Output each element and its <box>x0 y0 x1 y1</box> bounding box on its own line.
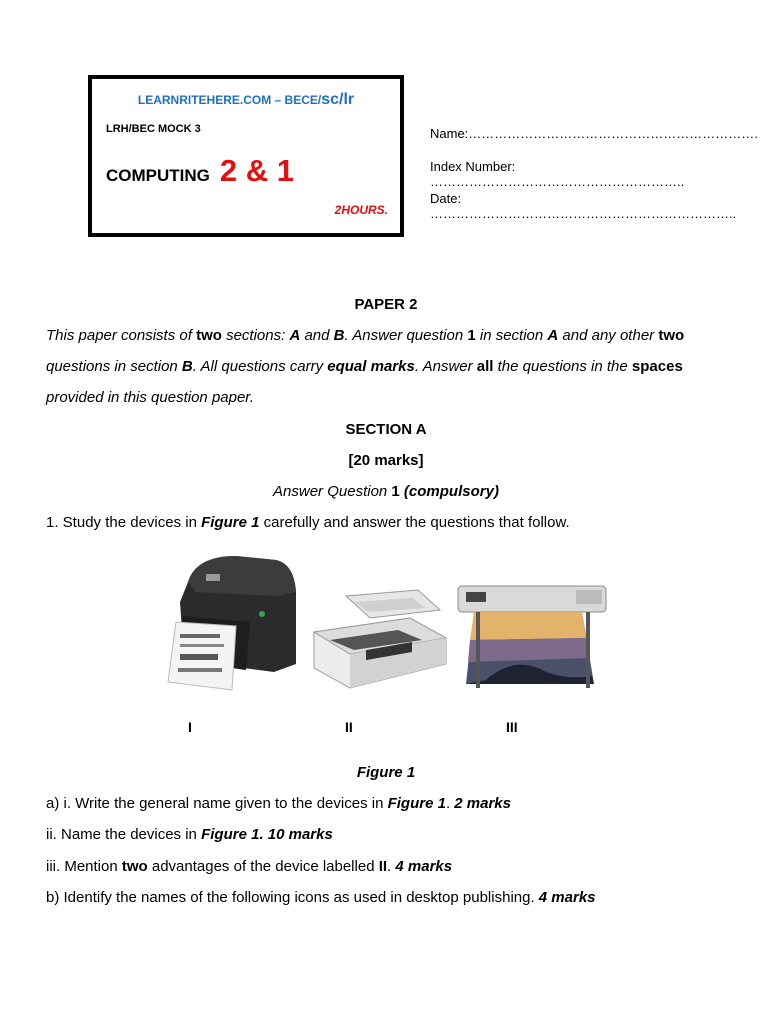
dot-matrix-printer-image <box>310 588 448 699</box>
qb-text: b) Identify the names of the following icons as used in desktop publishing. <box>46 889 539 906</box>
site-prefix: LEARNRITEHERE.COM – BECE/ <box>137 93 322 107</box>
instr-bold: equal marks <box>327 358 415 375</box>
answer-text: Answer Question <box>273 483 392 500</box>
qa-ii-bold: Figure 1 <box>201 826 260 843</box>
instr-text: sections: <box>221 327 290 344</box>
instr-text: in section <box>475 327 548 344</box>
instr-text: questions in section <box>46 358 182 375</box>
answer-bold: (compulsory) <box>399 483 499 500</box>
instr-bold: two <box>196 327 222 344</box>
date-field[interactable]: Date: …………………………………………………………….. <box>430 191 737 221</box>
qa-iii-text: iii. Mention <box>46 858 122 875</box>
figure-label-iii: III <box>506 719 518 735</box>
name-field[interactable]: Name:…………………………………………………………. <box>430 126 758 141</box>
qa-i-text: . <box>445 795 455 812</box>
paper-title: PAPER 2 <box>354 296 418 313</box>
section-marks: [20 marks] <box>348 452 424 469</box>
subject-name: COMPUTING <box>106 166 210 185</box>
q1-bold: Figure 1 <box>201 514 260 531</box>
figure-label-ii: II <box>345 719 353 735</box>
qa-iii-text: . <box>387 858 396 875</box>
question-b <box>46 882 726 913</box>
instr-bold: 1 <box>467 327 476 344</box>
instr-text: This paper consists of <box>46 327 197 344</box>
instr-bold: B <box>333 327 345 344</box>
site-line <box>92 91 400 109</box>
qa-i-bold: Figure 1 <box>387 795 446 812</box>
qa-iii-marks: 4 marks <box>395 858 453 875</box>
instr-text: . Answer <box>414 358 477 375</box>
instructions <box>46 320 726 413</box>
mock-label: LRH/BEC MOCK 3 <box>106 123 201 135</box>
answer-instruction <box>46 476 726 507</box>
section-title: SECTION A <box>345 421 427 438</box>
question-a-iii <box>46 851 726 882</box>
duration: 2HOURS. <box>334 203 388 217</box>
site-suffix: sc/lr <box>321 91 355 108</box>
instr-bold: spaces <box>631 358 683 375</box>
instr-text: . All questions carry <box>192 358 328 375</box>
index-number-field[interactable]: Index Number: ………………………………………………….. <box>430 159 685 189</box>
qa-iii-bold: II <box>378 858 388 875</box>
qa-iii-text: advantages of the device labelled <box>147 858 379 875</box>
instr-bold: A <box>289 327 301 344</box>
question-1 <box>46 507 726 538</box>
q1-text: carefully and answer the questions that follow. <box>259 514 570 531</box>
instr-text: and <box>300 327 334 344</box>
question-a-ii <box>46 819 726 850</box>
instr-text: . Answer question <box>344 327 468 344</box>
instr-bold: A <box>547 327 559 344</box>
instr-text: provided in this question paper. <box>46 389 254 406</box>
q1-text: 1. Study the devices in <box>46 514 202 531</box>
answer-bold: 1 <box>391 483 400 500</box>
qb-marks: 4 marks <box>538 889 596 906</box>
label-printer-image <box>166 552 300 699</box>
paper-numbers: 2 & 1 <box>219 153 294 188</box>
instr-text: and any other <box>558 327 659 344</box>
header-box <box>88 75 404 237</box>
qa-i-text: a) i. Write the general name given to the devices in <box>46 795 388 812</box>
instr-bold: all <box>476 358 494 375</box>
instr-bold: B <box>181 358 193 375</box>
question-a-i <box>46 788 726 819</box>
instr-text: the questions in the <box>493 358 632 375</box>
plotter-image <box>456 580 608 697</box>
figure-caption: Figure 1 <box>356 764 416 781</box>
instr-bold: two <box>658 327 685 344</box>
qa-ii-marks: . 10 marks <box>259 826 333 843</box>
subject-line <box>106 153 294 189</box>
qa-i-marks: 2 marks <box>454 795 511 812</box>
qa-ii-text: ii. Name the devices in <box>46 826 202 843</box>
figure-label-i: I <box>188 719 192 735</box>
qa-iii-bold: two <box>121 858 148 875</box>
